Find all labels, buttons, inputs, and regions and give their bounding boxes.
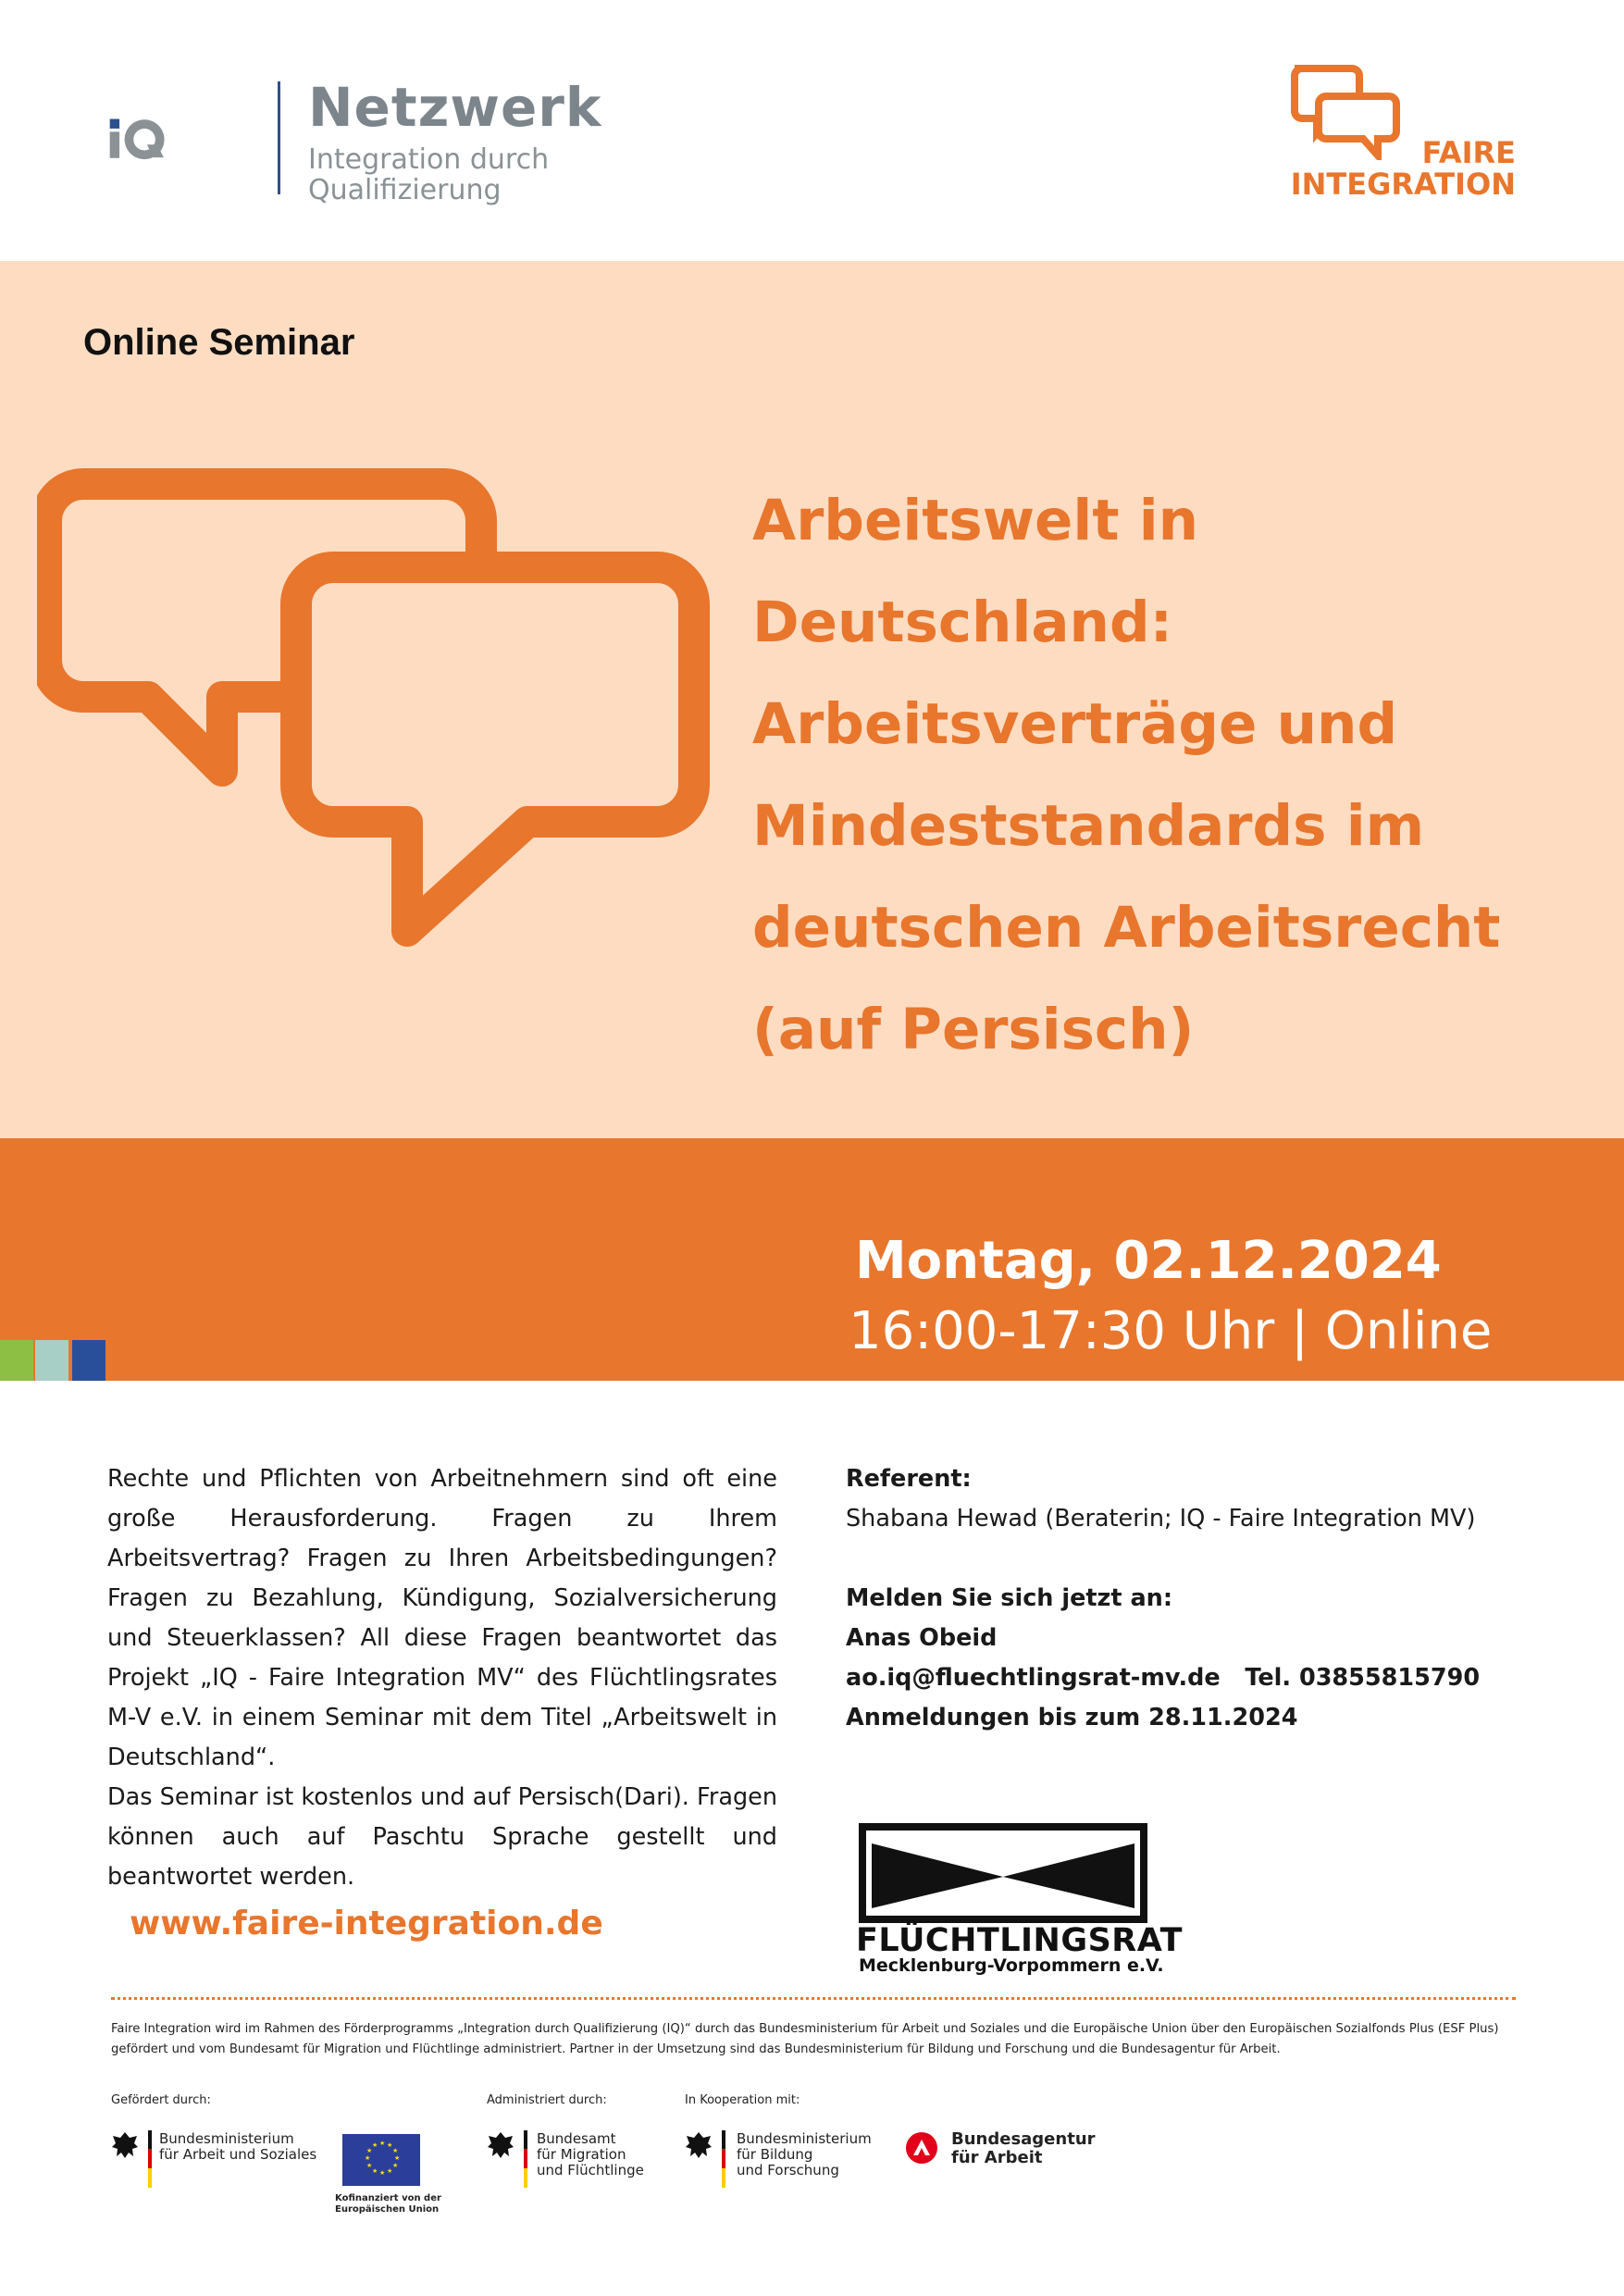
german-flag-bar — [524, 2130, 527, 2188]
svg-text:★: ★ — [394, 2154, 401, 2162]
administered-by-label: Administriert durch: — [487, 2093, 607, 2107]
speech-bubbles-icon — [37, 467, 731, 949]
page-title: Arbeitswelt in Deutschland: Arbeitsverträge und Mindeststandards im deutschen Arbeitsrecht (auf Persisch) — [752, 488, 1501, 1062]
ba-line1: Bundesagentur — [951, 2129, 1096, 2149]
bamf-line1: Bundesamt — [537, 2130, 616, 2147]
event-date: Montag, 02.12.2024 — [855, 1231, 1442, 1291]
description-paragraph-2: Das Seminar ist kostenlos und auf Persisch(Dari). Fragen können auch auf Paschtu Sprache gestellt und beantwortet werden. — [107, 1783, 777, 1891]
bmas-line2: für Arbeit und Soziales — [159, 2146, 317, 2163]
bamf-line2: für Migration — [537, 2146, 626, 2163]
svg-text:★: ★ — [372, 2141, 378, 2149]
eu-caption-line2: Europäischen Union — [335, 2204, 440, 2215]
bmbf-line3: und Forschung — [737, 2162, 839, 2178]
event-description — [107, 1459, 777, 1897]
website-link[interactable]: www.faire-integration.de — [130, 1905, 603, 1942]
faire-integration-logo-line2: INTEGRATION — [1290, 167, 1516, 202]
federal-eagle-icon — [487, 2130, 514, 2167]
iq-logo-subtitle-2: Qualifizierung — [308, 174, 502, 206]
german-flag-bar — [722, 2130, 725, 2188]
german-flag-bar — [148, 2130, 152, 2188]
federal-eagle-icon — [685, 2130, 713, 2167]
contact-block — [846, 1459, 1605, 1738]
accent-square-green — [0, 1340, 33, 1381]
contact-email[interactable]: ao.iq@fluechtlingsrat-mv.de — [846, 1664, 1221, 1692]
svg-text:★: ★ — [379, 2140, 386, 2147]
funded-by-label: Gefördert durch: — [111, 2093, 211, 2107]
contact-line — [846, 1658, 1605, 1698]
registration-deadline: Anmeldungen bis zum 28.11.2024 — [846, 1704, 1298, 1731]
iq-logo-separator — [278, 81, 280, 194]
svg-text:★: ★ — [366, 2162, 373, 2169]
description-paragraph: Rechte und Pflichten von Arbeitnehmern sind oft eine große Herausforderung. Fragen zu Ihrem Arbeitsvertrag? Fragen zu Ihren Arbeitsbedingungen? Fragen zu Bezahlung, Kündigung, Sozialversicherung und Steuerklassen? All diese Fragen beantwortet das Projekt „IQ - Faire Integration MV“ des Flüchtlingsrates M-V e.V. in einem Seminar mit dem Titel „Arbeitswelt in Deutschland“. — [107, 1465, 777, 1771]
bamf-name — [537, 2131, 644, 2178]
eu-caption-line1: Kofinanziert von der — [335, 2193, 441, 2203]
svg-text:★: ★ — [366, 2147, 373, 2154]
contact-person: Anas Obeid — [846, 1624, 998, 1652]
svg-text:★: ★ — [372, 2167, 378, 2175]
register-label: Melden Sie sich jetzt an: — [846, 1584, 1173, 1612]
bmas-line1: Bundesministerium — [159, 2130, 294, 2147]
footer-fine-print: Faire Integration wird im Rahmen des Förderprogramms „Integration durch Qualifizierung (IQ)“ durch das Bundesministerium für Arbeit und Soziales und die Europäische Union über den Europäischen Sozialfonds Plus (ESF Plus) gefördert und vom Bundesamt für Migration und Flüchtlinge administriert. Partner in der Umsetzung sind das Bundesministerium für Bildung und Forschung und die Bundesagentur für Arbeit. — [111, 2022, 1499, 2056]
accent-square-teal — [35, 1340, 68, 1381]
bundesagentur-name — [951, 2130, 1096, 2167]
fluechtlingsrat-name: FLÜCHTLINGSRAT — [856, 1922, 1183, 1959]
referent-name: Shabana Hewad (Beraterin; IQ - Faire Integration MV) — [846, 1505, 1476, 1533]
bamf-line3: und Flüchtlinge — [537, 2162, 644, 2178]
svg-text:★: ★ — [392, 2147, 399, 2154]
svg-text:★: ★ — [379, 2169, 386, 2177]
iq-logo-icon — [109, 79, 276, 199]
accent-square-blue — [72, 1340, 105, 1381]
iq-logo-title: Netzwerk — [308, 76, 602, 139]
ba-line2: für Arbeit — [951, 2148, 1043, 2167]
fluechtlingsrat-logo-icon — [859, 1823, 1147, 1927]
bmas-name — [159, 2131, 316, 2163]
seminar-kicker: Online Seminar — [83, 322, 355, 363]
eu-caption — [335, 2193, 441, 2215]
contact-phone[interactable]: Tel. 03855815790 — [1245, 1664, 1481, 1692]
eu-flag-icon — [342, 2134, 420, 2186]
bmbf-line1: Bundesministerium — [737, 2130, 872, 2147]
bmbf-line2: für Bildung — [737, 2146, 813, 2163]
svg-text:★: ★ — [387, 2167, 393, 2175]
faire-integration-logo-line1: FAIRE — [1421, 135, 1516, 170]
bmbf-name — [737, 2131, 872, 2178]
iq-logo-subtitle: Integration durch — [308, 143, 550, 176]
bundesagentur-logo-icon — [905, 2131, 938, 2165]
cooperation-label: In Kooperation mit: — [685, 2093, 800, 2107]
event-time-place: 16:00-17:30 Uhr | Online — [849, 1301, 1493, 1361]
fluechtlingsrat-region: Mecklenburg-Vorpommern e.V. — [859, 1955, 1164, 1976]
svg-text:★: ★ — [392, 2162, 399, 2169]
svg-text:★: ★ — [387, 2141, 393, 2149]
footer-divider — [111, 1997, 1516, 2000]
referent-label: Referent: — [846, 1465, 972, 1493]
federal-eagle-icon — [111, 2130, 139, 2167]
svg-text:★: ★ — [365, 2154, 371, 2162]
